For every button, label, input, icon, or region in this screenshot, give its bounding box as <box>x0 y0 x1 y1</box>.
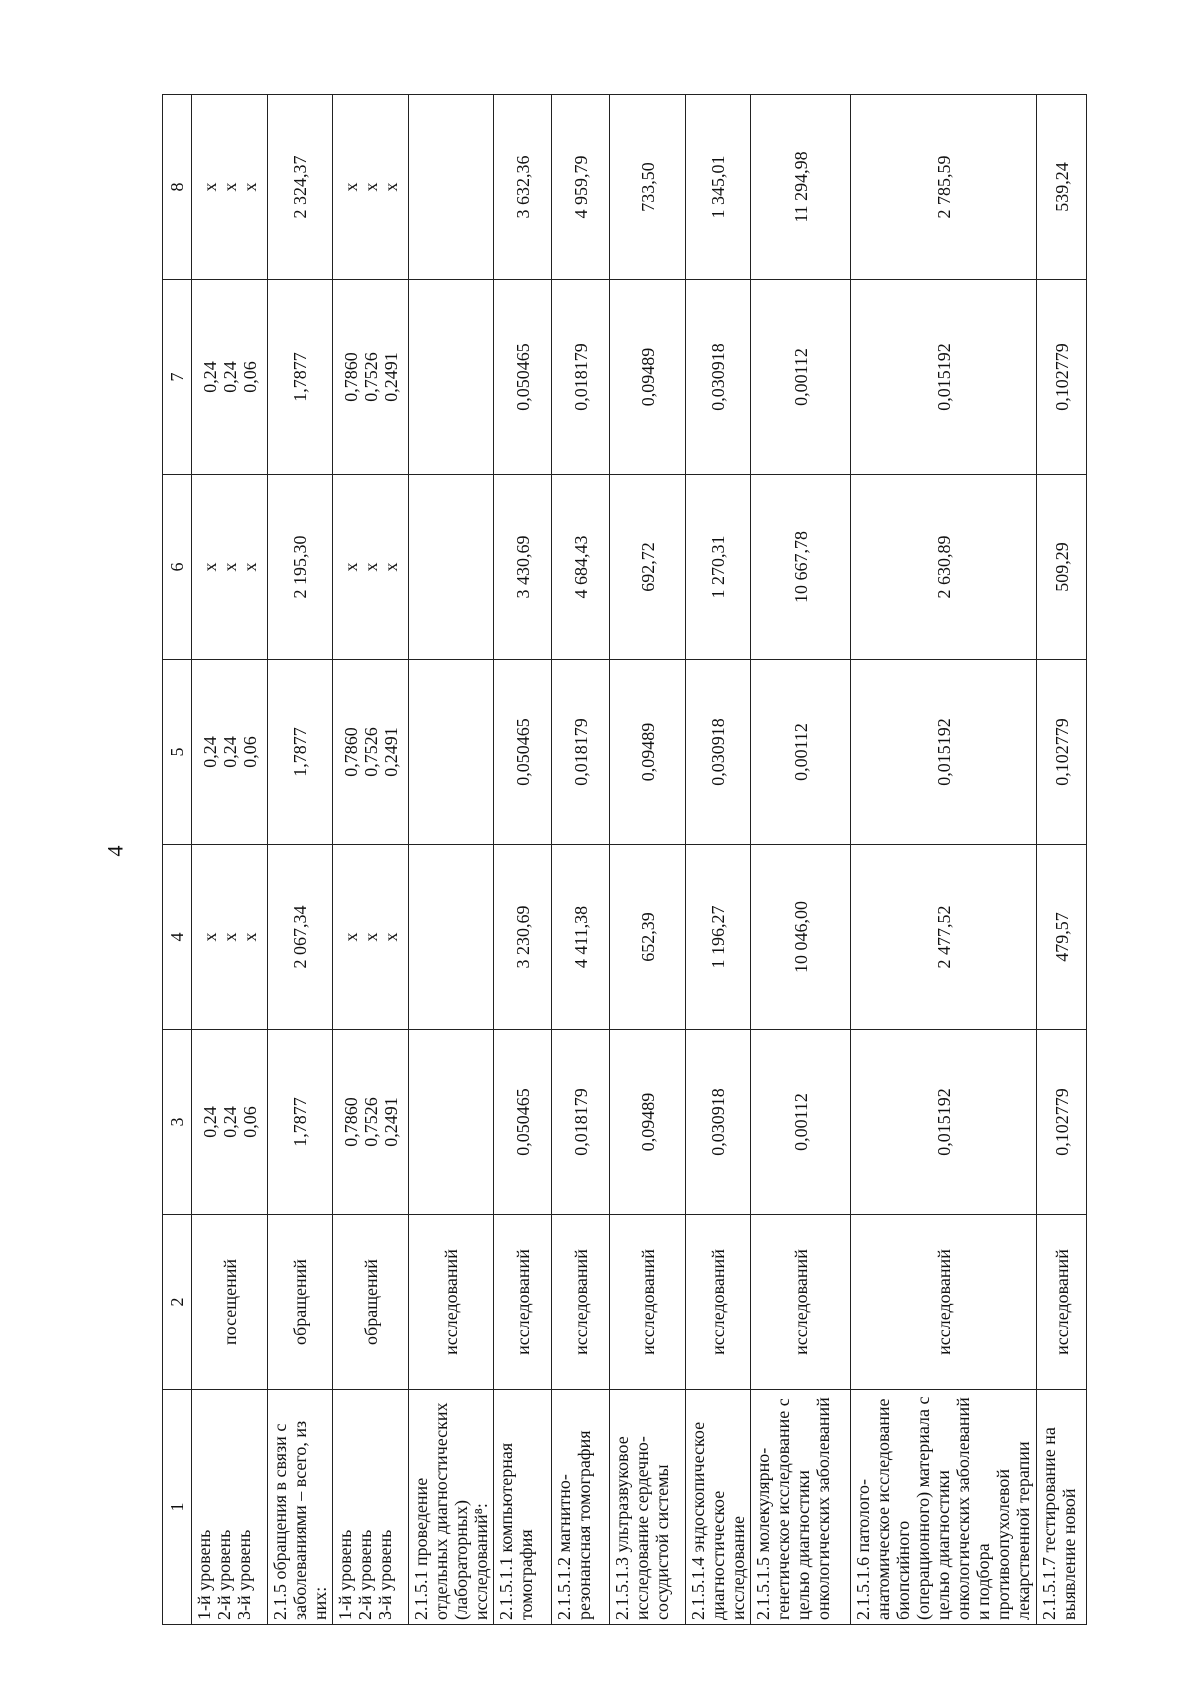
cell-line: 1,7877 <box>290 352 310 402</box>
cell-line: 0,24 <box>199 361 220 393</box>
table-cell-col4 <box>751 845 851 1030</box>
cell-line: х <box>380 932 401 942</box>
cell-line: 3 230,69 <box>512 905 533 969</box>
table-cell-col1 <box>409 1390 494 1625</box>
cell-line: 0,00112 <box>790 1093 811 1151</box>
cell-line: 2.1.5.1.2 магнитно-резонансная томография <box>554 1430 594 1620</box>
cell-line: 2.1.5.1 проведение отдельных диагностических (лабораторных) исследований⁸: <box>411 1402 491 1620</box>
cell-line: 0,2491 <box>380 727 401 777</box>
cell-line: 0,24 <box>219 736 240 768</box>
table-row <box>333 95 409 1625</box>
cell-line: х <box>239 932 260 942</box>
cell-line: 0,050465 <box>512 343 533 411</box>
cell-line: х <box>380 182 401 192</box>
cell-line: обращений <box>360 1259 381 1345</box>
cell-line: х <box>380 562 401 572</box>
cell-line: 0,2491 <box>380 352 401 402</box>
table-cell-col1 <box>851 1390 1037 1625</box>
table-cell-col4 <box>552 845 610 1030</box>
table-cell-col8 <box>494 95 552 280</box>
cell-line: 4 684,43 <box>570 535 591 599</box>
table-cell-col7 <box>268 280 333 475</box>
table-cell-col6 <box>1037 475 1087 660</box>
cell-line: 2.1.5 обращения в связи с заболеваниями – всего, из них: <box>270 1420 330 1620</box>
table-body <box>163 95 1087 1625</box>
cell-line: обращений <box>290 1259 310 1345</box>
header-cell: 5 <box>163 660 192 845</box>
table-cell-col5 <box>552 660 610 845</box>
table-cell-col5 <box>333 660 409 845</box>
table-cell-col8 <box>552 95 610 280</box>
cell-line: 0,00112 <box>790 723 811 781</box>
rotated-table-container <box>162 95 1200 1625</box>
table-cell-col6 <box>333 475 409 660</box>
table-cell-col1 <box>333 1390 409 1625</box>
table-cell-col3 <box>409 1030 494 1215</box>
cell-line: 2 630,89 <box>933 535 954 599</box>
cell-line: 733,50 <box>637 162 658 212</box>
table-row <box>192 95 268 1625</box>
cell-line: 0,050465 <box>512 718 533 786</box>
cell-line: 11 294,98 <box>790 151 811 223</box>
table-cell-col1 <box>751 1390 851 1625</box>
cell-line: исследований <box>790 1249 811 1355</box>
table-row <box>268 95 333 1625</box>
table-row <box>686 95 751 1625</box>
cell-line: исследований <box>441 1249 461 1355</box>
table-cell-col7 <box>610 280 686 475</box>
cell-line: 2.1.5.1.7 тестирование на выявление новой <box>1039 1427 1079 1620</box>
table-cell-col3 <box>751 1030 851 1215</box>
table-cell-col3 <box>851 1030 1037 1215</box>
cell-line: 0,06 <box>239 736 260 768</box>
table-cell-col2 <box>409 1215 494 1390</box>
cell-line: 0,7526 <box>360 1097 381 1147</box>
cell-line: 1-й уровень <box>194 1529 214 1620</box>
table-cell-col7 <box>686 280 751 475</box>
cell-line: 0,06 <box>239 361 260 393</box>
cell-line: 0,24 <box>219 361 240 393</box>
cell-line: 692,72 <box>637 542 658 592</box>
cell-line: х <box>199 932 220 942</box>
table-cell-col5 <box>751 660 851 845</box>
cell-line: 2 785,59 <box>933 155 954 219</box>
cell-line: 479,57 <box>1051 912 1072 962</box>
table-cell-col8 <box>1037 95 1087 280</box>
table-cell-col8 <box>268 95 333 280</box>
cell-line: х <box>239 562 260 572</box>
table-cell-col8 <box>333 95 409 280</box>
header-cell: 8 <box>163 95 192 280</box>
cell-line: 0,102779 <box>1051 343 1072 411</box>
table-cell-col5 <box>851 660 1037 845</box>
table-cell-col2 <box>268 1215 333 1390</box>
table-cell-col1 <box>552 1390 610 1625</box>
table-cell-col4 <box>610 845 686 1030</box>
table-cell-col7 <box>851 280 1037 475</box>
cell-line: х <box>199 562 220 572</box>
cell-line: 0,018179 <box>570 343 591 411</box>
data-table <box>162 94 1087 1625</box>
cell-line: 2 324,37 <box>290 155 310 219</box>
table-cell-col3 <box>494 1030 552 1215</box>
table-row <box>610 95 686 1625</box>
cell-line: х <box>340 932 361 942</box>
cell-line: х <box>360 182 381 192</box>
cell-line: 0,06 <box>239 1106 260 1138</box>
cell-line: 0,015192 <box>933 343 954 411</box>
cell-line: 0,09489 <box>637 722 658 782</box>
table-cell-col4 <box>409 845 494 1030</box>
table-cell-col6 <box>552 475 610 660</box>
table-cell-col1 <box>268 1390 333 1625</box>
table-cell-col7 <box>192 280 268 475</box>
cell-line: исследований <box>512 1249 533 1355</box>
cell-line: х <box>340 182 361 192</box>
table-cell-col6 <box>494 475 552 660</box>
table-cell-col2 <box>686 1215 751 1390</box>
table-cell-col2 <box>751 1215 851 1390</box>
cell-line: 2.1.5.1.5 молекулярно-генетическое исследование с целью диагностики онкологических заболеваний <box>753 1397 833 1620</box>
table-cell-col5 <box>1037 660 1087 845</box>
cell-line: х <box>360 932 381 942</box>
cell-line: 0,030918 <box>708 343 728 411</box>
cell-line: посещений <box>219 1258 240 1346</box>
table-cell-col4 <box>851 845 1037 1030</box>
cell-line: 2 067,34 <box>290 905 310 969</box>
cell-line: х <box>360 562 381 572</box>
cell-line: 10 667,78 <box>790 531 811 603</box>
cell-line: 0,102779 <box>1051 1088 1072 1156</box>
cell-line: х <box>340 562 361 572</box>
table-cell-col8 <box>610 95 686 280</box>
table-cell-col4 <box>192 845 268 1030</box>
table-cell-col5 <box>268 660 333 845</box>
header-cell: 2 <box>163 1215 192 1390</box>
cell-line: 2.1.5.1.6 патолого-анатомическое исследование биопсийного (операционного) материала с целью диагностики онкологических заболеваний и подбора противоопухолевой лекарственной терапии <box>853 1396 1033 1620</box>
table-cell-col6 <box>851 475 1037 660</box>
table-cell-col3 <box>268 1030 333 1215</box>
cell-line: 2 477,52 <box>933 905 954 969</box>
cell-line: 0,09489 <box>637 1092 658 1152</box>
cell-line: 0,24 <box>219 1106 240 1138</box>
cell-line: 1,7877 <box>290 727 310 777</box>
table-cell-col2 <box>851 1215 1037 1390</box>
table-cell-col2 <box>610 1215 686 1390</box>
table-cell-col6 <box>686 475 751 660</box>
cell-line: 3 430,69 <box>512 535 533 599</box>
table-cell-col3 <box>686 1030 751 1215</box>
table-cell-col2 <box>1037 1215 1087 1390</box>
cell-line: 0,24 <box>199 1106 220 1138</box>
cell-line: 3 632,36 <box>512 155 533 219</box>
table-row <box>1037 95 1087 1625</box>
table-row <box>409 95 494 1625</box>
table-cell-col5 <box>192 660 268 845</box>
cell-line: 3-й уровень <box>234 1529 254 1620</box>
table-cell-col1 <box>686 1390 751 1625</box>
table-cell-col6 <box>610 475 686 660</box>
cell-line: исследований <box>637 1249 658 1355</box>
cell-line: 0,050465 <box>512 1088 533 1156</box>
cell-line: х <box>199 182 220 192</box>
table-cell-col7 <box>333 280 409 475</box>
table-cell-col5 <box>686 660 751 845</box>
header-cell: 3 <box>163 1030 192 1215</box>
cell-line: исследований <box>708 1249 728 1355</box>
cell-line: 2.1.5.1.1 компьютерная томография <box>496 1442 536 1620</box>
table-cell-col2 <box>494 1215 552 1390</box>
table-cell-col6 <box>268 475 333 660</box>
cell-line: 0,24 <box>199 736 220 768</box>
table-cell-col3 <box>552 1030 610 1215</box>
cell-line: исследований <box>570 1249 591 1355</box>
table-row <box>851 95 1037 1625</box>
cell-line: 2-й уровень <box>214 1529 234 1620</box>
cell-line: 1 196,27 <box>708 905 728 969</box>
header-cell: 4 <box>163 845 192 1030</box>
table-cell-col5 <box>494 660 552 845</box>
table-row <box>751 95 851 1625</box>
table-cell-col4 <box>1037 845 1087 1030</box>
table-cell-col7 <box>751 280 851 475</box>
cell-line: 0,018179 <box>570 718 591 786</box>
cell-line: 1 345,01 <box>708 155 728 219</box>
table-cell-col6 <box>192 475 268 660</box>
table-cell-col8 <box>192 95 268 280</box>
table-cell-col8 <box>686 95 751 280</box>
cell-line: 2.1.5.1.3 ультразвуковое исследование сердечно-сосудистой системы <box>612 1436 672 1620</box>
table-row <box>494 95 552 1625</box>
table-cell-col4 <box>333 845 409 1030</box>
header-cell: 1 <box>163 1390 192 1625</box>
cell-line: 0,7860 <box>340 352 361 402</box>
cell-line: 0,7860 <box>340 1097 361 1147</box>
table-cell-col8 <box>409 95 494 280</box>
cell-line: 4 959,79 <box>570 155 591 219</box>
cell-line: исследований <box>933 1249 954 1355</box>
cell-line: 0,7526 <box>360 352 381 402</box>
table-cell-col5 <box>610 660 686 845</box>
cell-line: 0,018179 <box>570 1088 591 1156</box>
table-cell-col7 <box>494 280 552 475</box>
cell-line: 0,015192 <box>933 718 954 786</box>
cell-line: 0,09489 <box>637 347 658 407</box>
cell-line: 1 270,31 <box>708 535 728 599</box>
table-cell-col1 <box>610 1390 686 1625</box>
cell-line: 0,102779 <box>1051 718 1072 786</box>
cell-line: 2 195,30 <box>290 535 310 599</box>
cell-line: х <box>239 182 260 192</box>
cell-line: 539,24 <box>1051 162 1072 212</box>
table-cell-col6 <box>409 475 494 660</box>
cell-line: 0,015192 <box>933 1088 954 1156</box>
header-cell: 6 <box>163 475 192 660</box>
table-cell-col7 <box>409 280 494 475</box>
table-cell-col1 <box>1037 1390 1087 1625</box>
cell-line: 652,39 <box>637 912 658 962</box>
table-cell-col1 <box>192 1390 268 1625</box>
table-cell-col5 <box>409 660 494 845</box>
table-cell-col3 <box>610 1030 686 1215</box>
cell-line: исследований <box>1051 1249 1072 1355</box>
cell-line: 0,7526 <box>360 727 381 777</box>
table-cell-col7 <box>1037 280 1087 475</box>
header-row <box>163 95 192 1625</box>
table-cell-col4 <box>686 845 751 1030</box>
cell-line: 0,00112 <box>790 348 811 406</box>
cell-line: 4 411,38 <box>570 905 591 969</box>
table-cell-col3 <box>1037 1030 1087 1215</box>
table-cell-col3 <box>333 1030 409 1215</box>
table-row <box>552 95 610 1625</box>
table-cell-col2 <box>192 1215 268 1390</box>
table-cell-col4 <box>494 845 552 1030</box>
table-cell-col1 <box>494 1390 552 1625</box>
page-number: 4 <box>102 845 128 857</box>
table-cell-col8 <box>851 95 1037 280</box>
cell-line: 2-й уровень <box>355 1529 375 1620</box>
table-cell-col2 <box>333 1215 409 1390</box>
table-cell-col6 <box>751 475 851 660</box>
cell-line: 1-й уровень <box>335 1529 355 1620</box>
table-cell-col3 <box>192 1030 268 1215</box>
cell-line: 0,030918 <box>708 1088 728 1156</box>
table-cell-col8 <box>751 95 851 280</box>
table-cell-col2 <box>552 1215 610 1390</box>
header-cell: 7 <box>163 280 192 475</box>
cell-line: 1,7877 <box>290 1097 310 1147</box>
cell-line: 10 046,00 <box>790 901 811 973</box>
cell-line: 0,7860 <box>340 727 361 777</box>
cell-line: 0,2491 <box>380 1097 401 1147</box>
cell-line: х <box>219 562 240 572</box>
cell-line: 509,29 <box>1051 542 1072 592</box>
cell-line: х <box>219 932 240 942</box>
cell-line: 0,030918 <box>708 718 728 786</box>
cell-line: 2.1.5.1.4 эндоскопическое диагностическое исследование <box>688 1421 748 1620</box>
table-cell-col4 <box>268 845 333 1030</box>
cell-line: 3-й уровень <box>375 1529 395 1620</box>
table-cell-col7 <box>552 280 610 475</box>
cell-line: х <box>219 182 240 192</box>
